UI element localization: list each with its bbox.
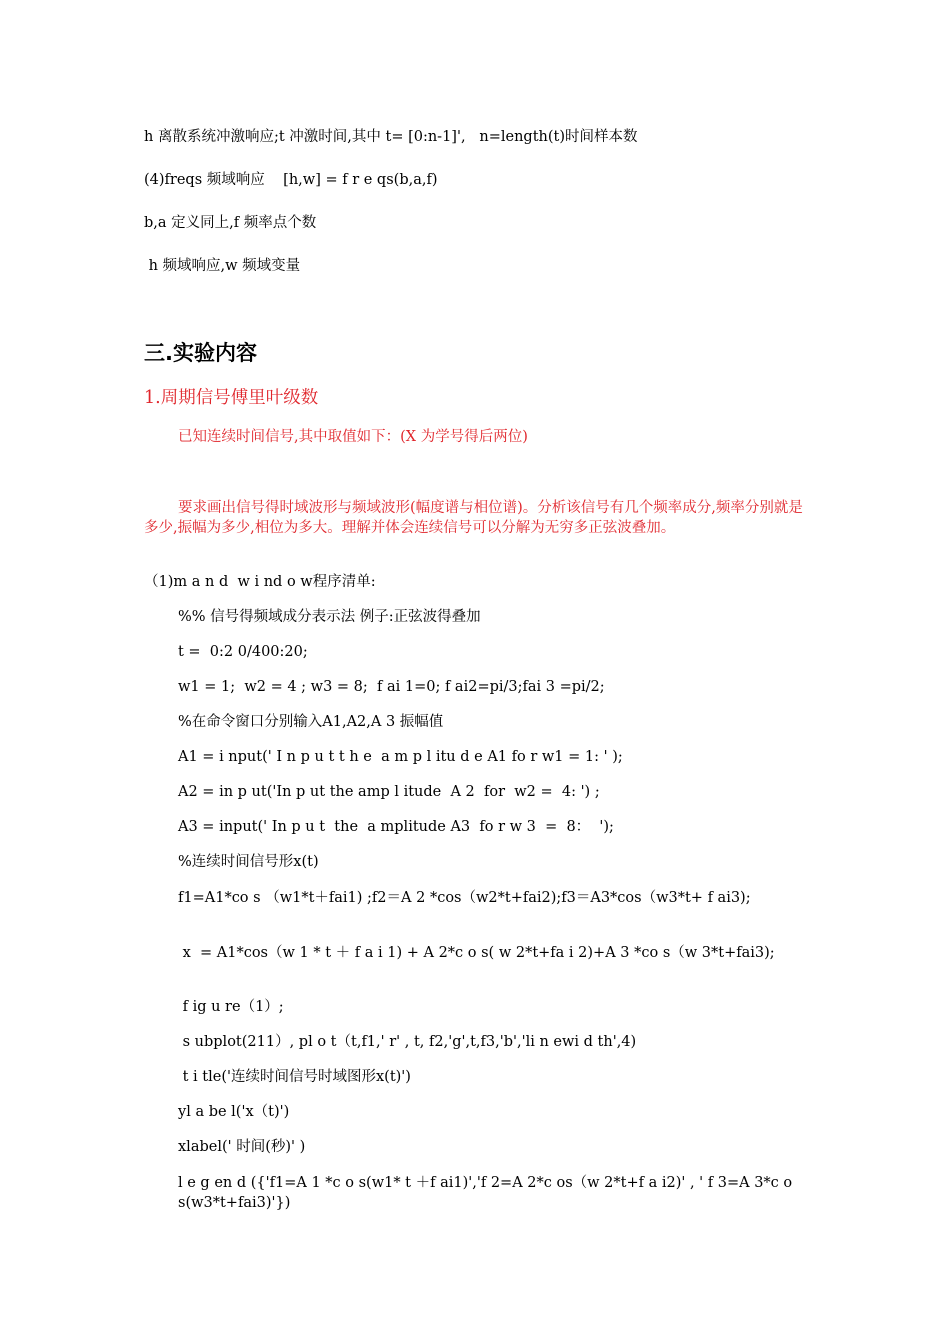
intro-line-hw: h 频域响应,w 频域变量 xyxy=(144,258,301,274)
code-line-legend: l e g en d ({'f1=A 1 *c o s(w1* t ＋f ai1)','f 2=A 2*c os（w 2*t+f a i2)' , ' f 3=A 3*c o s(w3*t+fai3)'}) xyxy=(178,1175,797,1211)
code-line-w-fai: w1 = 1; w2 = 4 ; w3 = 8; f ai 1=0; f ai2=pi/3;fai 3 =pi/2; xyxy=(178,679,605,695)
code-line-comment-x: %连续时间信号形x(t) xyxy=(178,854,319,870)
code-line-ylabel: yl a be l('x（t)') xyxy=(178,1104,290,1120)
code-line-xlabel: xlabel(' 时间(秒)' ) xyxy=(178,1139,306,1155)
code-line-x: x = A1*cos（w 1 * t ＋ f a i 1) + A 2*c o s( w 2*t+fa i 2)+A 3 *co s（w 3*t+fai3); xyxy=(178,945,775,961)
code-line-a1: A1 = i nput(' I n p u t t h e a m p l itu d e A1 fo r w1 = 1: ' ); xyxy=(178,749,623,765)
code-line-figure: f ig u re（1）; xyxy=(178,999,284,1015)
code-line-comment-amp: %在命令窗口分别输入A1,A2,A 3 振幅值 xyxy=(178,714,444,730)
intro-line-impz: h 离散系统冲激响应;t 冲激时间,其中 t= [0:n-1]', n=length(t)时间样本数 xyxy=(144,129,638,145)
code-line-f123: f1=A1*co s （w1*t＋fai1) ;f2＝A 2 *cos（w2*t+fai2);f3＝A3*cos（w3*t+ f ai3); xyxy=(178,890,751,906)
requirement-text: 要求画出信号得时域波形与频域波形(幅度谱与相位谱)。分析该信号有几个频率成分,频率分别就是多少,振幅为多少,相位为多大。理解并体会连续信号可以分解为无穷多正弦波叠加。 xyxy=(144,500,803,536)
program-heading: （1)m a n d w i nd o w程序清单: xyxy=(144,574,376,590)
code-line-t: t = 0:2 0/400:20; xyxy=(178,644,308,660)
intro-line-ba: b,a 定义同上,f 频率点个数 xyxy=(144,215,317,231)
code-line-title: t i tle('连续时间信号时域图形x(t)') xyxy=(178,1069,411,1085)
code-line-subplot: s ubplot(211）, pl o t（t,f1,' r' , t, f2,'g',t,f3,'b','li n ewi d th',4) xyxy=(178,1034,637,1050)
code-line-a3: A3 = input(' In p u t the a mplitude A3 fo r w 3 = 8： '); xyxy=(178,819,614,835)
intro-line-freqs: (4)freqs 频域响应 [h,w] = f r e qs(b,a,f) xyxy=(144,172,438,188)
code-line-comment: %% 信号得频域成分表示法 例子:正弦波得叠加 xyxy=(178,609,481,625)
section-title: 三.实验内容 xyxy=(144,341,257,365)
code-line-a2: A2 = in p ut('In p ut the amp l itude A 2 for w2 = 4: ') ; xyxy=(178,784,600,800)
known-text: 已知连续时间信号,其中取值如下：(X 为学号得后两位) xyxy=(178,429,528,445)
subsection-title: 1.周期信号傅里叶级数 xyxy=(144,388,319,408)
